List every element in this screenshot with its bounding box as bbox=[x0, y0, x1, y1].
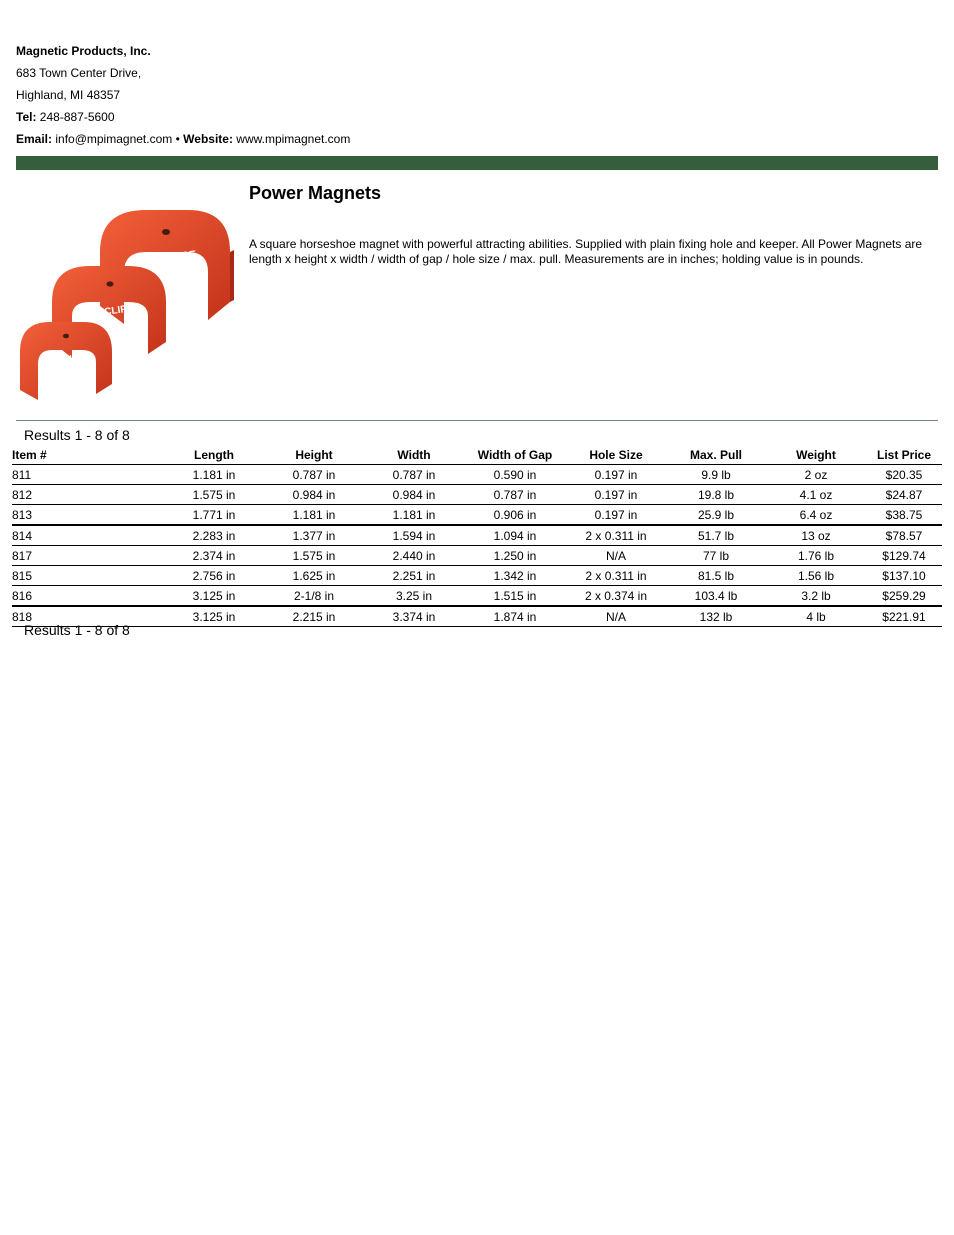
cell-hole-size: N/A bbox=[566, 606, 666, 627]
cell-weight: 2 oz bbox=[766, 465, 866, 485]
cell-weight: 1.56 lb bbox=[766, 566, 866, 586]
svg-text:ECLIPSE: ECLIPSE bbox=[148, 248, 198, 268]
cell-list-price: $221.91 bbox=[866, 606, 942, 627]
table-row bbox=[12, 606, 942, 627]
company-phone bbox=[16, 106, 350, 128]
cell-width-of-gap: 0.787 in bbox=[464, 485, 566, 505]
cell-height: 0.787 in bbox=[264, 465, 364, 485]
cell-list-price: $259.29 bbox=[866, 586, 942, 607]
cell-item-number: 817 bbox=[12, 546, 164, 566]
cell-list-price: $24.87 bbox=[866, 485, 942, 505]
table-row bbox=[12, 525, 942, 546]
cell-hole-size: 0.197 in bbox=[566, 465, 666, 485]
cell-weight: 1.76 lb bbox=[766, 546, 866, 566]
tel-label: Tel: bbox=[16, 110, 37, 124]
cell-height: 2.215 in bbox=[264, 606, 364, 627]
section-divider bbox=[16, 420, 938, 421]
cell-weight: 4.1 oz bbox=[766, 485, 866, 505]
cell-list-price: $137.10 bbox=[866, 566, 942, 586]
website-link[interactable]: www.mpimagnet.com bbox=[236, 132, 351, 146]
cell-max-pull: 132 lb bbox=[666, 606, 766, 627]
table-body bbox=[12, 465, 942, 627]
cell-height: 1.181 in bbox=[264, 505, 364, 526]
column-header-height: Height bbox=[264, 446, 364, 465]
email-label: Email: bbox=[16, 132, 53, 146]
cell-width-of-gap: 0.906 in bbox=[464, 505, 566, 526]
column-header-weight: Weight bbox=[766, 446, 866, 465]
column-header-width: Width bbox=[364, 446, 464, 465]
company-address-line1: 683 Town Center Drive, bbox=[16, 66, 142, 80]
cell-hole-size: N/A bbox=[566, 546, 666, 566]
cell-width: 3.25 in bbox=[364, 586, 464, 607]
company-info bbox=[16, 40, 350, 150]
column-header-max-pull: Max. Pull bbox=[666, 446, 766, 465]
column-header-hole-size: Hole Size bbox=[566, 446, 666, 465]
cell-max-pull: 19.8 lb bbox=[666, 485, 766, 505]
website-label: Website: bbox=[183, 132, 233, 146]
cell-weight: 3.2 lb bbox=[766, 586, 866, 607]
cell-width: 0.787 in bbox=[364, 465, 464, 485]
cell-item-number: 818 bbox=[12, 606, 164, 627]
tel-value: 248-887-5600 bbox=[39, 110, 115, 124]
cell-length: 2.756 in bbox=[164, 566, 264, 586]
column-header-width-of-gap: Width of Gap bbox=[464, 446, 566, 465]
cell-item-number: 811 bbox=[12, 465, 164, 485]
table-row bbox=[12, 485, 942, 505]
table-header-row bbox=[12, 446, 942, 465]
table-row bbox=[12, 546, 942, 566]
cell-width: 1.181 in bbox=[364, 505, 464, 526]
product-title: Power Magnets bbox=[249, 183, 382, 203]
column-header-list-price: List Price bbox=[866, 446, 942, 465]
cell-width: 3.374 in bbox=[364, 606, 464, 627]
cell-hole-size: 0.197 in bbox=[566, 485, 666, 505]
cell-list-price: $38.75 bbox=[866, 505, 942, 526]
cell-length: 2.283 in bbox=[164, 525, 264, 546]
cell-length: 2.374 in bbox=[164, 546, 264, 566]
cell-length: 3.125 in bbox=[164, 606, 264, 627]
cell-item-number: 813 bbox=[12, 505, 164, 526]
cell-height: 0.984 in bbox=[264, 485, 364, 505]
cell-max-pull: 103.4 lb bbox=[666, 586, 766, 607]
cell-item-number: 815 bbox=[12, 566, 164, 586]
table-row bbox=[12, 586, 942, 607]
cell-width: 2.440 in bbox=[364, 546, 464, 566]
cell-item-number: 812 bbox=[12, 485, 164, 505]
separator: • bbox=[175, 132, 180, 146]
cell-hole-size: 2 x 0.374 in bbox=[566, 586, 666, 607]
cell-height: 2-1/8 in bbox=[264, 586, 364, 607]
cell-list-price: $78.57 bbox=[866, 525, 942, 546]
cell-hole-size: 0.197 in bbox=[566, 505, 666, 526]
cell-list-price: $129.74 bbox=[866, 546, 942, 566]
cell-item-number: 814 bbox=[12, 525, 164, 546]
cell-height: 1.377 in bbox=[264, 525, 364, 546]
cell-hole-size: 2 x 0.311 in bbox=[566, 525, 666, 546]
company-name: Magnetic Products, Inc. bbox=[16, 44, 151, 58]
cell-width: 2.251 in bbox=[364, 566, 464, 586]
cell-length: 1.575 in bbox=[164, 485, 264, 505]
cell-length: 3.125 in bbox=[164, 586, 264, 607]
cell-max-pull: 51.7 lb bbox=[666, 525, 766, 546]
svg-text:ECLIPSE: ECLIPSE bbox=[97, 302, 141, 319]
cell-weight: 4 lb bbox=[766, 606, 866, 627]
product-description: A square horseshoe magnet with powerful attracting abilities. Supplied with plain fixing hole and keeper. All Power Magnets are length x height x width / width of gap / hole size / max. pull. Measurements are in inches; holding value is in pounds. bbox=[249, 237, 923, 266]
cell-width: 0.984 in bbox=[364, 485, 464, 505]
column-header-length: Length bbox=[164, 446, 264, 465]
cell-width-of-gap: 1.342 in bbox=[464, 566, 566, 586]
cell-weight: 6.4 oz bbox=[766, 505, 866, 526]
table-row bbox=[12, 566, 942, 586]
cell-length: 1.181 in bbox=[164, 465, 264, 485]
results-count-bottom: Results 1 - 8 of 8 bbox=[24, 622, 130, 638]
table-row bbox=[12, 465, 942, 485]
header-divider-bar bbox=[16, 156, 938, 170]
cell-width: 1.594 in bbox=[364, 525, 464, 546]
cell-width-of-gap: 1.250 in bbox=[464, 546, 566, 566]
specs-table bbox=[12, 446, 942, 627]
svg-text:ECLIPSE: ECLIPSE bbox=[51, 350, 91, 366]
cell-width-of-gap: 1.515 in bbox=[464, 586, 566, 607]
cell-length: 1.771 in bbox=[164, 505, 264, 526]
cell-width-of-gap: 0.590 in bbox=[464, 465, 566, 485]
cell-max-pull: 9.9 lb bbox=[666, 465, 766, 485]
table-row bbox=[12, 505, 942, 526]
horseshoe-magnets-image bbox=[16, 202, 234, 402]
cell-height: 1.625 in bbox=[264, 566, 364, 586]
email-link[interactable]: info@mpimagnet.com bbox=[55, 132, 173, 146]
cell-max-pull: 81.5 lb bbox=[666, 566, 766, 586]
cell-width-of-gap: 1.874 in bbox=[464, 606, 566, 627]
cell-width-of-gap: 1.094 in bbox=[464, 525, 566, 546]
cell-list-price: $20.35 bbox=[866, 465, 942, 485]
cell-max-pull: 77 lb bbox=[666, 546, 766, 566]
cell-max-pull: 25.9 lb bbox=[666, 505, 766, 526]
cell-hole-size: 2 x 0.311 in bbox=[566, 566, 666, 586]
cell-item-number: 816 bbox=[12, 586, 164, 607]
results-count-top: Results 1 - 8 of 8 bbox=[24, 427, 130, 443]
column-header-item-number: Item # bbox=[12, 446, 164, 465]
cell-weight: 13 oz bbox=[766, 525, 866, 546]
company-address-line2: Highland, MI 48357 bbox=[16, 88, 121, 102]
company-contact bbox=[16, 128, 350, 150]
cell-height: 1.575 in bbox=[264, 546, 364, 566]
